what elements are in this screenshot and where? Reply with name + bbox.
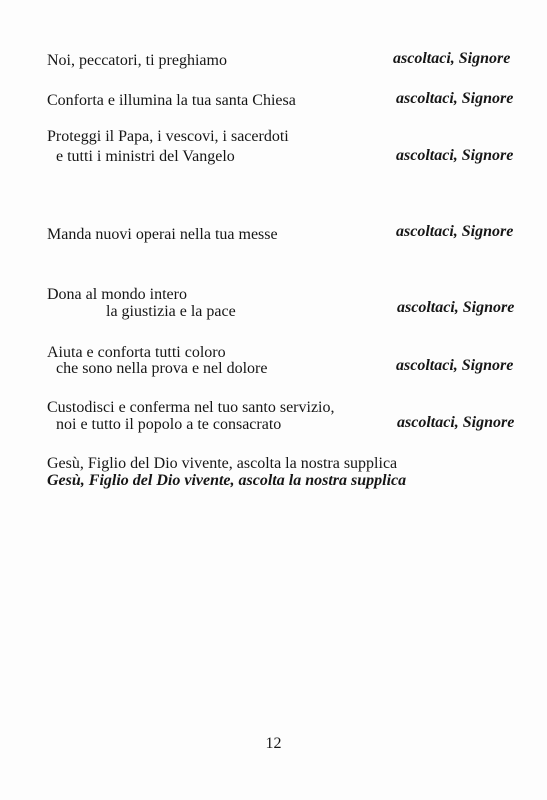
- petition-3-line-1: Proteggi il Papa, i vescovi, i sacerdoti: [47, 128, 289, 145]
- petition-6-line-2: che sono nella prova e nel dolore: [56, 360, 268, 377]
- petition-1-response: ascoltaci, Signore: [393, 50, 511, 67]
- petition-7-line-1: Custodisci e conferma nel tuo santo servizio,: [47, 399, 335, 416]
- closing-invocation: Gesù, Figlio del Dio vivente, ascolta la nostra supplica: [47, 455, 398, 472]
- petition-5-response: ascoltaci, Signore: [397, 299, 515, 316]
- petition-7-response: ascoltaci, Signore: [397, 414, 515, 431]
- page-number: 12: [265, 735, 282, 752]
- petition-7-line-2: noi e tutto il popolo a te consacrato: [56, 416, 282, 433]
- petition-5-line-1: Dona al mondo intero: [47, 286, 187, 303]
- petition-5-line-2: la giustizia e la pace: [106, 303, 236, 320]
- petition-6-response: ascoltaci, Signore: [396, 357, 514, 374]
- closing-response: Gesù, Figlio del Dio vivente, ascolta la nostra supplica: [47, 472, 407, 489]
- petition-2-response: ascoltaci, Signore: [396, 90, 514, 107]
- petition-2-line-1: Conforta e illumina la tua santa Chiesa: [47, 92, 296, 109]
- petition-1-line-1: Noi, peccatori, ti preghiamo: [47, 52, 227, 69]
- petition-3-response: ascoltaci, Signore: [396, 147, 514, 164]
- petition-4-line-1: Manda nuovi operai nella tua messe: [47, 226, 278, 243]
- petition-6-line-1: Aiuta e conforta tutti coloro: [47, 344, 226, 361]
- petition-3-line-2: e tutti i ministri del Vangelo: [56, 148, 235, 165]
- petition-4-response: ascoltaci, Signore: [396, 223, 514, 240]
